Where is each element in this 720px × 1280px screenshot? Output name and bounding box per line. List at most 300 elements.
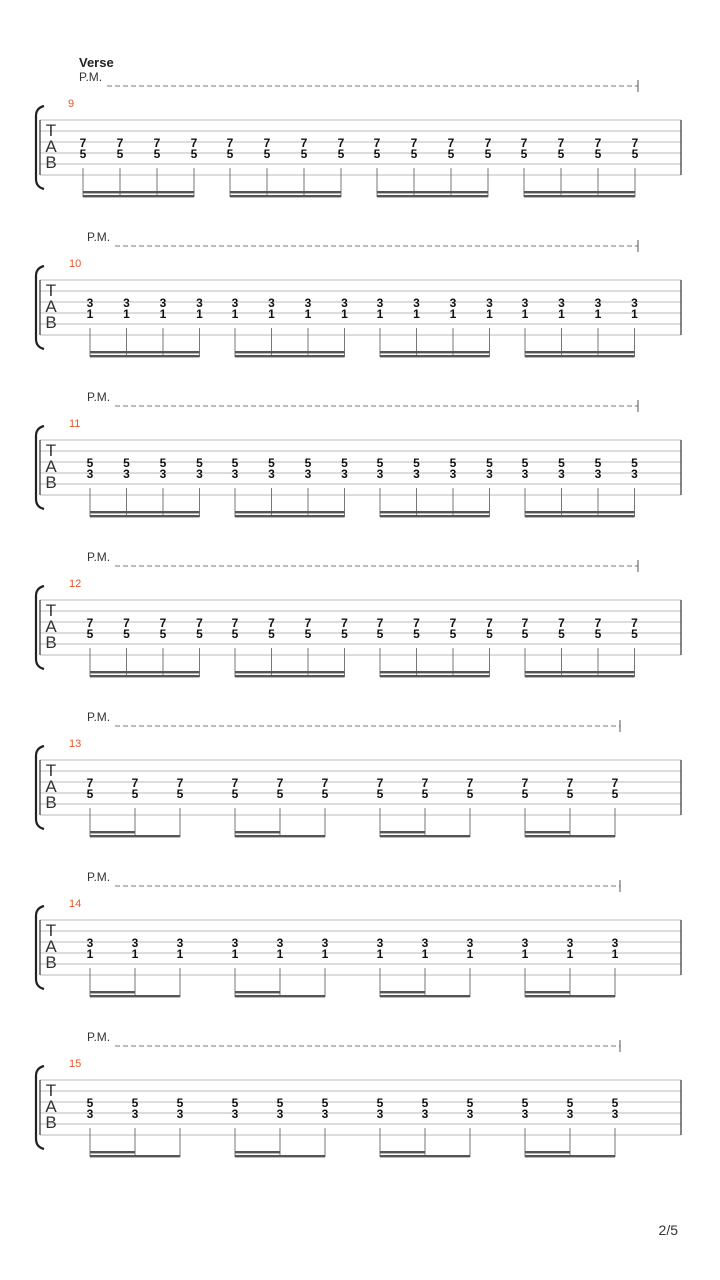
fret-number-top: 5 bbox=[466, 1096, 474, 1110]
fret-number-bottom: 1 bbox=[486, 307, 493, 321]
fret-number-bottom: 1 bbox=[231, 947, 239, 961]
fret-number-bottom: 3 bbox=[631, 467, 638, 481]
fret-number-top: 7 bbox=[413, 616, 420, 630]
fret-number-bottom: 3 bbox=[276, 1107, 284, 1121]
tab-system bbox=[36, 70, 681, 197]
fret-number-bottom: 1 bbox=[521, 307, 529, 321]
beam-secondary bbox=[380, 515, 490, 517]
fret-number-top: 7 bbox=[447, 136, 455, 150]
fret-number-top: 7 bbox=[421, 776, 429, 790]
fret-number-top: 5 bbox=[486, 456, 493, 470]
fret-number-bottom: 5 bbox=[376, 787, 384, 801]
fret-number-top: 7 bbox=[521, 616, 529, 630]
beam-secondary bbox=[230, 195, 341, 197]
tab-clef-letter: B bbox=[45, 313, 57, 332]
beam-secondary bbox=[235, 991, 280, 993]
fret-number-top: 7 bbox=[153, 136, 161, 150]
fret-number-bottom: 1 bbox=[449, 307, 457, 321]
fret-number-top: 3 bbox=[131, 936, 139, 950]
fret-number-top: 3 bbox=[268, 296, 275, 310]
beam-secondary bbox=[525, 355, 635, 357]
palm-mute-label: P.M. bbox=[87, 230, 111, 244]
fret-number-top: 5 bbox=[558, 456, 565, 470]
tab-clef-letter: B bbox=[45, 953, 57, 972]
fret-number-bottom: 3 bbox=[231, 467, 239, 481]
fret-number-top: 7 bbox=[341, 616, 348, 630]
beam-primary bbox=[525, 995, 615, 997]
fret-number-top: 5 bbox=[268, 456, 275, 470]
fret-number-bottom: 5 bbox=[594, 147, 602, 161]
tab-clef-letter: A bbox=[45, 137, 57, 156]
tab-clef-letter: A bbox=[45, 937, 57, 956]
fret-number-top: 5 bbox=[631, 456, 638, 470]
fret-number-top: 5 bbox=[594, 456, 602, 470]
fret-number-top: 3 bbox=[594, 296, 602, 310]
fret-number-bottom: 3 bbox=[159, 467, 167, 481]
fret-number-bottom: 5 bbox=[268, 627, 275, 641]
fret-number-top: 3 bbox=[176, 936, 184, 950]
fret-number-bottom: 3 bbox=[86, 467, 94, 481]
fret-number-top: 3 bbox=[376, 936, 384, 950]
fret-number-bottom: 5 bbox=[86, 627, 94, 641]
tab-clef-letter: T bbox=[45, 761, 57, 780]
beam-secondary bbox=[90, 991, 135, 993]
fret-number-bottom: 3 bbox=[341, 467, 348, 481]
fret-number-top: 3 bbox=[558, 296, 565, 310]
fret-number-top: 7 bbox=[159, 616, 167, 630]
beam-primary bbox=[377, 191, 488, 193]
tab-clef-letter: A bbox=[45, 617, 57, 636]
beam-secondary bbox=[90, 831, 135, 833]
bar-number: 9 bbox=[68, 98, 75, 110]
tab-clef-letter: T bbox=[45, 121, 57, 140]
palm-mute-label: P.M. bbox=[87, 870, 111, 884]
fret-number-bottom: 1 bbox=[304, 307, 312, 321]
fret-number-bottom: 5 bbox=[341, 627, 348, 641]
fret-number-top: 3 bbox=[521, 296, 529, 310]
fret-number-bottom: 1 bbox=[131, 947, 139, 961]
palm-mute-label: P.M. bbox=[87, 390, 111, 404]
fret-number-bottom: 3 bbox=[486, 467, 493, 481]
fret-number-top: 7 bbox=[594, 136, 602, 150]
fret-number-top: 5 bbox=[521, 1096, 529, 1110]
fret-number-top: 3 bbox=[611, 936, 619, 950]
fret-number-top: 5 bbox=[86, 1096, 94, 1110]
fret-number-top: 7 bbox=[263, 136, 271, 150]
fret-number-top: 3 bbox=[466, 936, 474, 950]
fret-number-bottom: 1 bbox=[159, 307, 167, 321]
bar-number: 11 bbox=[69, 418, 81, 430]
fret-number-bottom: 5 bbox=[376, 627, 384, 641]
fret-number-top: 3 bbox=[566, 936, 574, 950]
fret-number-bottom: 3 bbox=[566, 1107, 574, 1121]
fret-number-bottom: 5 bbox=[631, 627, 638, 641]
tab-system bbox=[36, 230, 681, 357]
fret-number-bottom: 3 bbox=[421, 1107, 429, 1121]
fret-number-top: 7 bbox=[486, 616, 493, 630]
fret-number-top: 3 bbox=[631, 296, 638, 310]
fret-number-bottom: 1 bbox=[86, 947, 94, 961]
beam-primary bbox=[83, 191, 194, 193]
beam-primary bbox=[525, 671, 635, 673]
beam-secondary bbox=[525, 991, 570, 993]
beam-primary bbox=[90, 671, 200, 673]
tab-system bbox=[36, 1030, 681, 1157]
beam-primary bbox=[235, 1155, 325, 1157]
beam-secondary bbox=[380, 355, 490, 357]
tab-clef-letter: B bbox=[45, 633, 57, 652]
fret-number-top: 3 bbox=[159, 296, 167, 310]
beam-secondary bbox=[235, 675, 345, 677]
beam-primary bbox=[90, 511, 200, 513]
fret-number-bottom: 1 bbox=[196, 307, 203, 321]
fret-number-top: 7 bbox=[376, 616, 384, 630]
fret-number-top: 7 bbox=[276, 776, 284, 790]
tab-system bbox=[36, 390, 681, 517]
beam-primary bbox=[235, 511, 345, 513]
fret-number-bottom: 1 bbox=[421, 947, 429, 961]
beam-secondary bbox=[235, 515, 345, 517]
fret-number-top: 7 bbox=[566, 776, 574, 790]
fret-number-bottom: 5 bbox=[447, 147, 455, 161]
fret-number-bottom: 1 bbox=[231, 307, 239, 321]
bar-number: 10 bbox=[69, 258, 82, 270]
fret-number-bottom: 3 bbox=[558, 467, 565, 481]
beam-primary bbox=[380, 835, 470, 837]
fret-number-top: 3 bbox=[521, 936, 529, 950]
fret-number-bottom: 5 bbox=[153, 147, 161, 161]
beam-secondary bbox=[235, 831, 280, 833]
fret-number-top: 7 bbox=[123, 616, 130, 630]
beam-primary bbox=[90, 351, 200, 353]
fret-number-top: 7 bbox=[226, 136, 234, 150]
beam-primary bbox=[525, 835, 615, 837]
fret-number-bottom: 3 bbox=[611, 1107, 619, 1121]
fret-number-bottom: 1 bbox=[466, 947, 474, 961]
fret-number-bottom: 3 bbox=[521, 467, 529, 481]
fret-number-bottom: 1 bbox=[413, 307, 420, 321]
fret-number-bottom: 3 bbox=[86, 1107, 94, 1121]
fret-number-bottom: 3 bbox=[268, 467, 275, 481]
tab-clef-letter: T bbox=[45, 441, 57, 460]
fret-number-top: 3 bbox=[341, 296, 348, 310]
beam-secondary bbox=[380, 831, 425, 833]
fret-number-bottom: 3 bbox=[466, 1107, 474, 1121]
fret-number-top: 5 bbox=[611, 1096, 619, 1110]
fret-number-top: 5 bbox=[421, 1096, 429, 1110]
fret-number-top: 7 bbox=[86, 776, 94, 790]
fret-number-bottom: 3 bbox=[521, 1107, 529, 1121]
fret-number-bottom: 3 bbox=[321, 1107, 329, 1121]
beam-primary bbox=[525, 351, 635, 353]
fret-number-bottom: 5 bbox=[321, 787, 329, 801]
fret-number-top: 7 bbox=[466, 776, 474, 790]
fret-number-bottom: 5 bbox=[558, 627, 565, 641]
fret-number-bottom: 1 bbox=[631, 307, 638, 321]
tab-clef-letter: T bbox=[45, 1081, 57, 1100]
beam-primary bbox=[380, 1155, 470, 1157]
fret-number-bottom: 5 bbox=[611, 787, 619, 801]
beam-primary bbox=[90, 995, 180, 997]
fret-number-top: 5 bbox=[376, 456, 384, 470]
tab-clef-letter: B bbox=[45, 473, 57, 492]
fret-number-top: 7 bbox=[410, 136, 418, 150]
fret-number-top: 5 bbox=[449, 456, 457, 470]
tab-clef-letter: B bbox=[45, 1113, 57, 1132]
fret-number-top: 7 bbox=[521, 776, 529, 790]
fret-number-bottom: 1 bbox=[521, 947, 529, 961]
beam-secondary bbox=[525, 675, 635, 677]
fret-number-bottom: 5 bbox=[594, 627, 602, 641]
fret-number-bottom: 5 bbox=[521, 787, 529, 801]
fret-number-top: 7 bbox=[176, 776, 184, 790]
fret-number-bottom: 5 bbox=[337, 147, 345, 161]
beam-secondary bbox=[90, 355, 200, 357]
fret-number-top: 7 bbox=[449, 616, 457, 630]
beam-primary bbox=[235, 835, 325, 837]
fret-number-bottom: 5 bbox=[231, 627, 239, 641]
fret-number-bottom: 1 bbox=[341, 307, 348, 321]
fret-number-bottom: 3 bbox=[123, 467, 130, 481]
fret-number-top: 7 bbox=[231, 616, 239, 630]
palm-mute-label: P.M. bbox=[87, 1030, 111, 1044]
fret-number-top: 7 bbox=[557, 136, 565, 150]
tab-system bbox=[36, 870, 681, 997]
fret-number-bottom: 1 bbox=[376, 307, 384, 321]
fret-number-top: 7 bbox=[79, 136, 87, 150]
fret-number-top: 3 bbox=[123, 296, 130, 310]
beam-primary bbox=[524, 191, 635, 193]
fret-number-top: 7 bbox=[190, 136, 198, 150]
fret-number-top: 7 bbox=[558, 616, 565, 630]
fret-number-bottom: 5 bbox=[449, 627, 457, 641]
beam-secondary bbox=[235, 1151, 280, 1153]
beam-secondary bbox=[90, 675, 200, 677]
tab-system bbox=[36, 550, 681, 677]
fret-number-top: 3 bbox=[231, 296, 239, 310]
fret-number-top: 5 bbox=[231, 456, 239, 470]
palm-mute-label: P.M. bbox=[87, 550, 111, 564]
fret-number-top: 7 bbox=[86, 616, 94, 630]
fret-number-bottom: 3 bbox=[176, 1107, 184, 1121]
fret-number-bottom: 5 bbox=[190, 147, 198, 161]
fret-number-bottom: 3 bbox=[304, 467, 312, 481]
bar-number: 12 bbox=[69, 578, 82, 590]
tab-clef-letter: A bbox=[45, 777, 57, 796]
palm-mute-label: P.M. bbox=[87, 710, 111, 724]
beam-secondary bbox=[380, 675, 490, 677]
beam-primary bbox=[235, 671, 345, 673]
fret-number-top: 7 bbox=[376, 776, 384, 790]
fret-number-top: 7 bbox=[520, 136, 528, 150]
fret-number-bottom: 5 bbox=[226, 147, 234, 161]
fret-number-top: 5 bbox=[159, 456, 167, 470]
fret-number-top: 5 bbox=[566, 1096, 574, 1110]
beam-secondary bbox=[377, 195, 488, 197]
fret-number-bottom: 5 bbox=[373, 147, 381, 161]
fret-number-bottom: 3 bbox=[131, 1107, 139, 1121]
beam-secondary bbox=[83, 195, 194, 197]
page-number: 2/5 bbox=[658, 1222, 678, 1238]
fret-number-bottom: 1 bbox=[558, 307, 565, 321]
fret-number-top: 7 bbox=[231, 776, 239, 790]
fret-number-top: 5 bbox=[276, 1096, 284, 1110]
fret-number-bottom: 5 bbox=[421, 787, 429, 801]
fret-number-bottom: 5 bbox=[300, 147, 308, 161]
fret-number-top: 7 bbox=[337, 136, 345, 150]
beam-primary bbox=[525, 511, 635, 513]
fret-number-top: 5 bbox=[131, 1096, 139, 1110]
fret-number-bottom: 5 bbox=[231, 787, 239, 801]
beam-secondary bbox=[524, 195, 635, 197]
bar-number: 13 bbox=[69, 738, 82, 750]
beam-primary bbox=[380, 995, 470, 997]
fret-number-top: 3 bbox=[86, 936, 94, 950]
fret-number-top: 3 bbox=[321, 936, 329, 950]
fret-number-top: 5 bbox=[376, 1096, 384, 1110]
beam-secondary bbox=[525, 1151, 570, 1153]
beam-secondary bbox=[90, 1151, 135, 1153]
tab-clef-letter: B bbox=[45, 793, 57, 812]
fret-number-top: 7 bbox=[484, 136, 492, 150]
beam-primary bbox=[380, 511, 490, 513]
tab-clef-letter: T bbox=[45, 921, 57, 940]
fret-number-top: 5 bbox=[231, 1096, 239, 1110]
fret-number-top: 5 bbox=[196, 456, 203, 470]
fret-number-bottom: 1 bbox=[376, 947, 384, 961]
fret-number-top: 3 bbox=[376, 296, 384, 310]
beam-secondary bbox=[380, 991, 425, 993]
fret-number-bottom: 1 bbox=[276, 947, 284, 961]
fret-number-bottom: 3 bbox=[594, 467, 602, 481]
fret-number-bottom: 5 bbox=[466, 787, 474, 801]
beam-primary bbox=[235, 351, 345, 353]
fret-number-bottom: 5 bbox=[196, 627, 203, 641]
tab-clef-letter: T bbox=[45, 601, 57, 620]
fret-number-top: 5 bbox=[176, 1096, 184, 1110]
tab-systems bbox=[36, 70, 681, 1157]
fret-number-top: 3 bbox=[196, 296, 203, 310]
beam-primary bbox=[235, 995, 325, 997]
fret-number-bottom: 1 bbox=[176, 947, 184, 961]
tab-system bbox=[36, 710, 681, 837]
fret-number-top: 7 bbox=[631, 616, 638, 630]
fret-number-top: 7 bbox=[300, 136, 308, 150]
fret-number-top: 3 bbox=[413, 296, 420, 310]
fret-number-bottom: 5 bbox=[521, 627, 529, 641]
beam-primary bbox=[90, 1155, 180, 1157]
fret-number-top: 5 bbox=[304, 456, 312, 470]
fret-number-top: 7 bbox=[373, 136, 381, 150]
fret-number-bottom: 5 bbox=[159, 627, 167, 641]
fret-number-bottom: 5 bbox=[413, 627, 420, 641]
fret-number-top: 5 bbox=[321, 1096, 329, 1110]
fret-number-top: 3 bbox=[86, 296, 94, 310]
beam-primary bbox=[525, 1155, 615, 1157]
fret-number-top: 3 bbox=[449, 296, 457, 310]
fret-number-bottom: 5 bbox=[79, 147, 87, 161]
fret-number-top: 3 bbox=[231, 936, 239, 950]
tab-clef-letter: A bbox=[45, 1097, 57, 1116]
section-label: Verse bbox=[79, 55, 114, 70]
fret-number-bottom: 5 bbox=[557, 147, 565, 161]
fret-number-bottom: 5 bbox=[484, 147, 492, 161]
fret-number-bottom: 5 bbox=[263, 147, 271, 161]
fret-number-top: 5 bbox=[86, 456, 94, 470]
fret-number-bottom: 3 bbox=[231, 1107, 239, 1121]
beam-primary bbox=[380, 671, 490, 673]
fret-number-bottom: 5 bbox=[520, 147, 528, 161]
fret-number-bottom: 3 bbox=[449, 467, 457, 481]
beam-secondary bbox=[90, 515, 200, 517]
fret-number-top: 7 bbox=[321, 776, 329, 790]
fret-number-top: 7 bbox=[594, 616, 602, 630]
beam-secondary bbox=[380, 1151, 425, 1153]
fret-number-bottom: 5 bbox=[116, 147, 124, 161]
fret-number-top: 5 bbox=[413, 456, 420, 470]
beam-secondary bbox=[235, 355, 345, 357]
fret-number-top: 5 bbox=[123, 456, 130, 470]
fret-number-top: 3 bbox=[276, 936, 284, 950]
fret-number-bottom: 1 bbox=[594, 307, 602, 321]
fret-number-bottom: 5 bbox=[486, 627, 493, 641]
fret-number-bottom: 5 bbox=[123, 627, 130, 641]
fret-number-bottom: 5 bbox=[304, 627, 312, 641]
fret-number-top: 7 bbox=[196, 616, 203, 630]
beam-secondary bbox=[525, 515, 635, 517]
fret-number-bottom: 1 bbox=[86, 307, 94, 321]
fret-number-top: 7 bbox=[131, 776, 139, 790]
fret-number-bottom: 3 bbox=[376, 467, 384, 481]
fret-number-top: 7 bbox=[631, 136, 639, 150]
fret-number-bottom: 1 bbox=[123, 307, 130, 321]
fret-number-bottom: 5 bbox=[276, 787, 284, 801]
fret-number-top: 5 bbox=[341, 456, 348, 470]
fret-number-top: 5 bbox=[521, 456, 529, 470]
tab-clef-letter: A bbox=[45, 457, 57, 476]
fret-number-top: 7 bbox=[116, 136, 124, 150]
beam-primary bbox=[90, 835, 180, 837]
fret-number-bottom: 5 bbox=[176, 787, 184, 801]
fret-number-top: 3 bbox=[486, 296, 493, 310]
beam-primary bbox=[380, 351, 490, 353]
bar-number: 15 bbox=[69, 1058, 82, 1070]
fret-number-top: 7 bbox=[611, 776, 619, 790]
fret-number-top: 3 bbox=[304, 296, 312, 310]
fret-number-bottom: 3 bbox=[413, 467, 420, 481]
fret-number-bottom: 1 bbox=[268, 307, 275, 321]
tab-clef-letter: T bbox=[45, 281, 57, 300]
beam-secondary bbox=[525, 831, 570, 833]
beam-primary bbox=[230, 191, 341, 193]
fret-number-top: 3 bbox=[421, 936, 429, 950]
fret-number-bottom: 1 bbox=[611, 947, 619, 961]
fret-number-bottom: 1 bbox=[321, 947, 329, 961]
palm-mute-label: P.M. bbox=[79, 70, 103, 84]
fret-number-bottom: 1 bbox=[566, 947, 574, 961]
fret-number-top: 7 bbox=[268, 616, 275, 630]
fret-number-bottom: 3 bbox=[376, 1107, 384, 1121]
fret-number-bottom: 5 bbox=[86, 787, 94, 801]
tab-clef-letter: B bbox=[45, 153, 57, 172]
fret-number-bottom: 5 bbox=[631, 147, 639, 161]
fret-number-bottom: 3 bbox=[196, 467, 203, 481]
fret-number-bottom: 5 bbox=[131, 787, 139, 801]
fret-number-bottom: 5 bbox=[410, 147, 418, 161]
fret-number-bottom: 5 bbox=[566, 787, 574, 801]
bar-number: 14 bbox=[69, 898, 82, 910]
tab-clef-letter: A bbox=[45, 297, 57, 316]
